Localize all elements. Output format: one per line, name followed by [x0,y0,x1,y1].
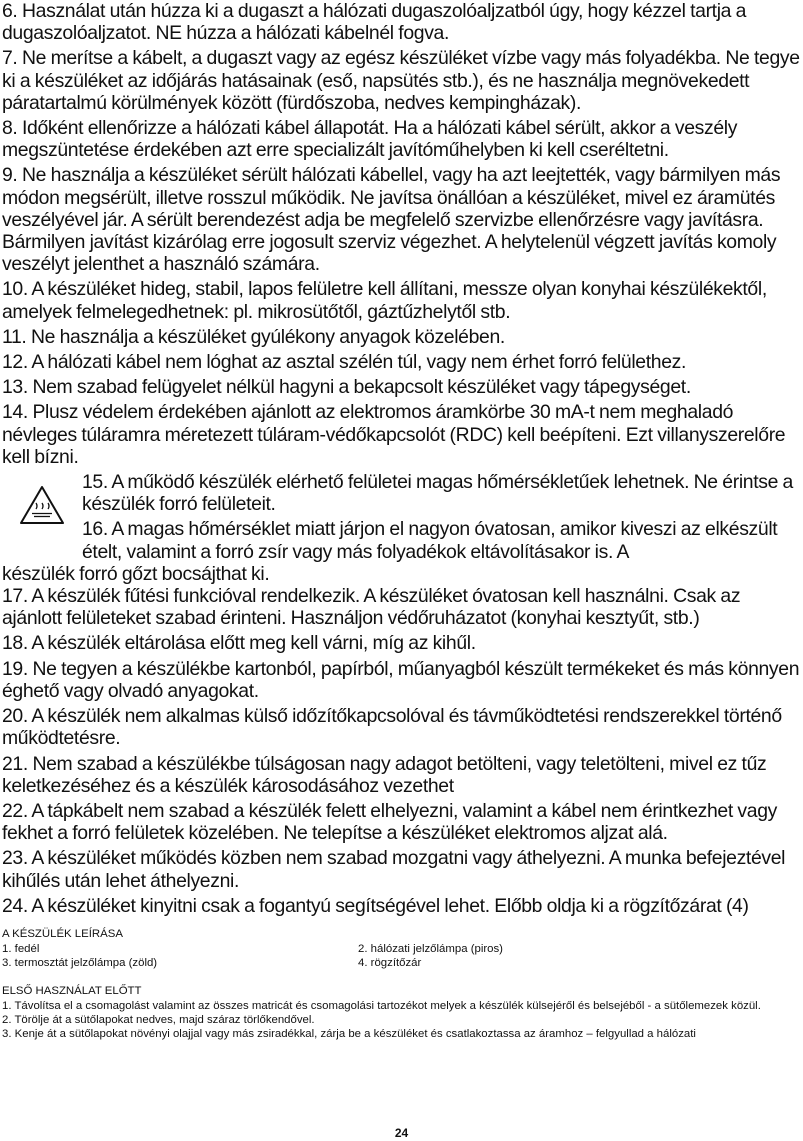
part-2: 2. hálózati jelzőlámpa (piros) [358,942,503,955]
parts-list [2,942,800,970]
first-use-title: ELSŐ HASZNÁLAT ELŐTT [2,984,142,997]
instruction-24: 24. A készüléket kinyitni csak a fogantyú segítségével lehet. Előbb oldja ki a rögzítőzárat (4) [2,894,749,917]
instruction-12: 12. A hálózati kábel nem lóghat az asztal szélén túl, vagy nem érhet forró felülethez. [2,351,687,374]
instruction-11: 11. Ne használja a készüléket gyúlékony anyagok közelében. [2,325,505,348]
manual-page [2,0,800,1041]
page-number: 24 [394,1126,409,1140]
instruction-6: 6. Használat után húzza ki a dugaszt a hálózati dugaszolóaljzatból úgy, hogy kézzel tartja a dugaszolóaljzatot. NE húzza a hálózati kábelnél fogva. [2,0,747,45]
instruction-9: 9. Ne használja a készüléket sérült hálózati kábellel, vagy ha azt leejtették, vagy bármilyen más módon megsérült, illetve rosszul működik. Ne javítsa önállóan a készüléket, mivel ez áramütés veszélyével jár. A sérült berendezést adja be megfelelő szervizbe ellenőrzésre vagy javításra. Bármilyen javítást kizárólag erre jogosult szerviz végezhet. A helytelenül végzett javítás komoly veszélyt jelenthet a használó számára. [2,164,781,276]
part-3: 3. termosztát jelzőlámpa (zöld) [2,956,158,969]
instruction-13: 13. Nem szabad felügyelet nélkül hagyni a bekapcsolt készüléket vagy tápegységet. [2,376,691,399]
instruction-15: 15. A működő készülék elérhető felületei magas hőmérsékletűek lehetnek. Ne érintse a készülék forró felületeit. [82,471,793,516]
instruction-23: 23. A készüléket működés közben nem szabad mozgatni vagy áthelyezni. A munka befejeztével kihűlés után lehet áthelyezni. [2,847,786,892]
part-4: 4. rögzítőzár [358,956,422,969]
instruction-22: 22. A tápkábelt nem szabad a készülék felett elhelyezni, valamint a kábel nem érintkezhet vagy fekhet a forró felületek közelében. Ne telepítse a készüléket elektromos aljzat alá. [2,799,777,845]
instruction-16: 16. A magas hőmérséklet miatt járjon el nagyon óvatosan, amikor kiveszi az elkészült ételt, valamint a forró zsír vagy más folyadékok eltávolításakor is. A [82,518,778,563]
instruction-8: 8. Időként ellenőrizze a hálózati kábel állapotát. Ha a hálózati kábel sérült, akkor a veszély megszüntetése érdekében azt erre specializált javítóműhelyben ki kell cseréltetni. [2,117,738,162]
description-title: A KÉSZÜLÉK LEÍRÁSA [2,927,123,940]
first-use-step-2: 2. Törölje át a sütőlapokat nedves, majd száraz törlőkendővel. [2,1013,315,1026]
device-description [2,927,800,1041]
first-use-step-1: 1. Távolítsa el a csomagolást valamint az összes matricát és csomagolási tartozékot melyek a készülék külsejéről és belsejéből - a sütőlemezek közül. [2,999,761,1012]
safety-instructions [2,0,800,917]
first-use-step-3: 3. Kenje át a sütőlapokat növényi olajjal vagy más zsiradékkal, zárja be a készüléket és csatlakoztassa az áramhoz – felgyullad a hálózati [2,1027,696,1040]
instruction-10: 10. A készüléket hideg, stabil, lapos felületre kell állítani, messze olyan konyhai készülékektől, amelyek felmelegedhetnek: pl. mikrosütőtől, gáztűzhelytől stb. [2,278,767,323]
instruction-21: 21. Nem szabad a készülékbe túlságosan nagy adagot betölteni, vagy teletölteni, mivel ez tűz keletkezéséhez és a készülék károsodásához vezethet [2,752,767,797]
instruction-19: 19. Ne tegyen a készülékbe kartonból, papírból, műanyagból készült termékeket és más könnyen éghető vagy olvadó anyagokat. [2,657,800,702]
hot-surface-warning-icon [19,485,65,525]
instruction-16-continued: készülék forró gőzt bocsájthat ki. [2,562,270,585]
instruction-18: 18. A készülék eltárolása előtt meg kell várni, míg az kihűl. [2,632,476,655]
hot-surface-warning [2,471,800,585]
instruction-7: 7. Ne merítse a kábelt, a dugaszt vagy az egész készüléket vízbe vagy más folyadékba. Ne tegye ki a készüléket az időjárás hatásainak (eső, napsütés stb.), és ne használja megnövekedett páratartalmú körülmények között (fürdőszoba, nedves kempingházak). [2,47,800,114]
instruction-20: 20. A készülék nem alkalmas külső időzítőkapcsolóval és távműködtetési rendszerekkel történő működtetésre. [2,705,782,750]
instruction-17: 17. A készülék fűtési funkcióval rendelkezik. A készüléket óvatosan kell használni. Csak az ajánlott felületeket szabad érinteni. Használjon védőruházatot (konyhai kesztyűt, stb.) [2,585,741,630]
part-1: 1. fedél [2,942,40,955]
instruction-14: 14. Plusz védelem érdekében ajánlott az elektromos áramkörbe 30 mA-t nem meghaladó névleges túláramra méretezett túláram-védőkapcsolót (RDC) kell beépíteni. Ezt villanyszerelőre kell bízni. [2,401,786,468]
